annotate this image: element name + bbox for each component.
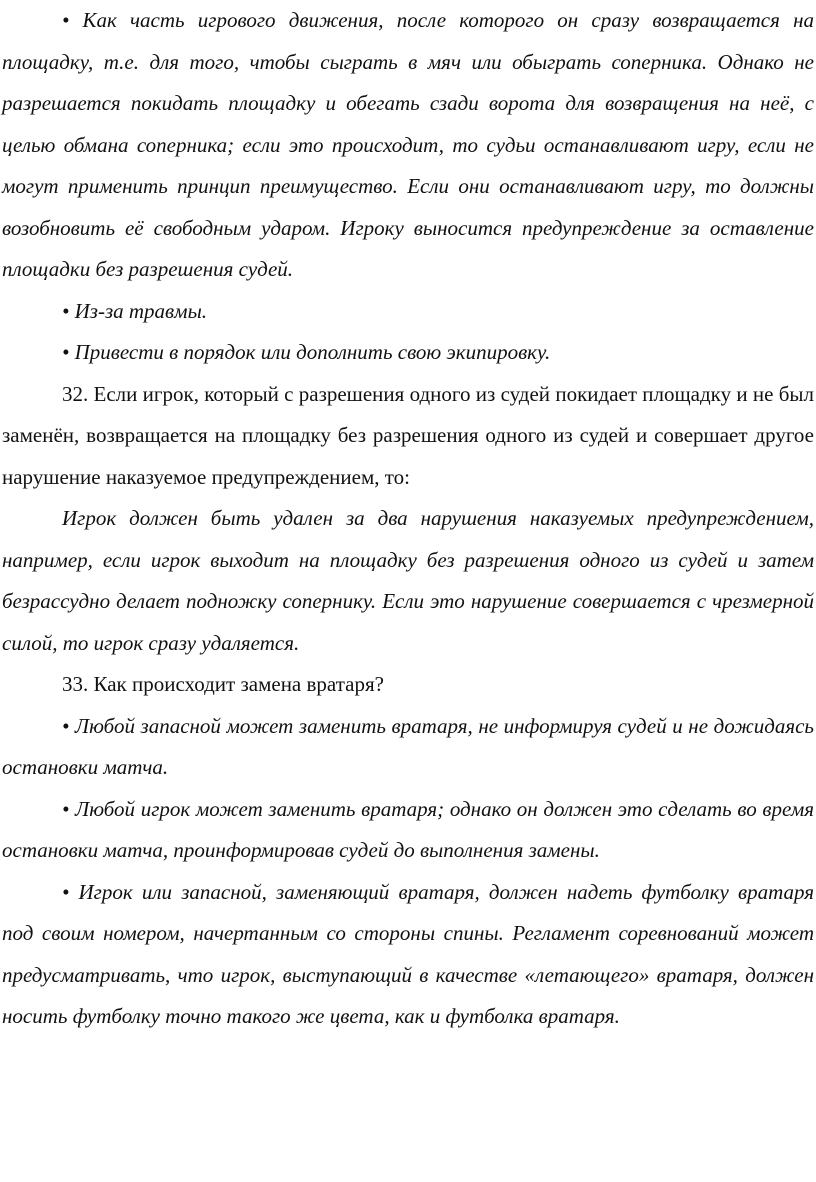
question-32: 32. Если игрок, который с разрешения одного из судей покидает площадку и не был заменён, возвращается на площадку без разрешения одного из судей и совершает другое нарушение наказуемое предупреждением, то:: [2, 381, 814, 489]
question-33: 33. Как происходит замена вратаря?: [62, 672, 384, 696]
bullet-paragraph-equipment: • Привести в порядок или дополнить свою экипировку.: [62, 340, 551, 364]
answer-33-option-2: • Любой игрок может заменить вратаря; однако он должен это сделать во время остановки матча, проинформировав судей до выполнения замены.: [2, 796, 814, 862]
answer-32: Игрок должен быть удален за два нарушения наказуемых предупреждением, например, если игрок выходит на площадку без разрешения одного из судей и затем безрассудно делает подножку сопернику. Если это нарушение совершается с чрезмерной силой, то игрок сразу удаляется.: [2, 506, 814, 655]
answer-33-option-3: • Игрок или запасной, заменяющий вратаря, должен надеть футболку вратаря под своим номером, начертанным со стороны спины. Регламент соревнований может предусматривать, что игрок, выступающий в качестве «летающего» вратаря, должен носить футболку точно такого же цвета, как и футболка вратаря.: [2, 879, 814, 1028]
answer-33-option-1: • Любой запасной может заменить вратаря, не информируя судей и не дожидаясь остановки матча.: [2, 713, 814, 779]
bullet-paragraph-exit-during-play: • Как часть игрового движения, после которого он сразу возвращается на площадку, т.е. для того, чтобы сыграть в мяч или обыграть соперника. Однако не разрешается покидать площадку и обегать сзади ворота для возвращения на неё, с целью обмана соперника; если это происходит, то судьи останавливают игру, если не могут применить принцип преимущество. Если они останавливают игру, то должны возобновить её свободным ударом. Игроку выносится предупреждение за оставление площадки без разрешения судей.: [2, 8, 814, 281]
bullet-paragraph-injury: • Из-за травмы.: [62, 298, 208, 323]
